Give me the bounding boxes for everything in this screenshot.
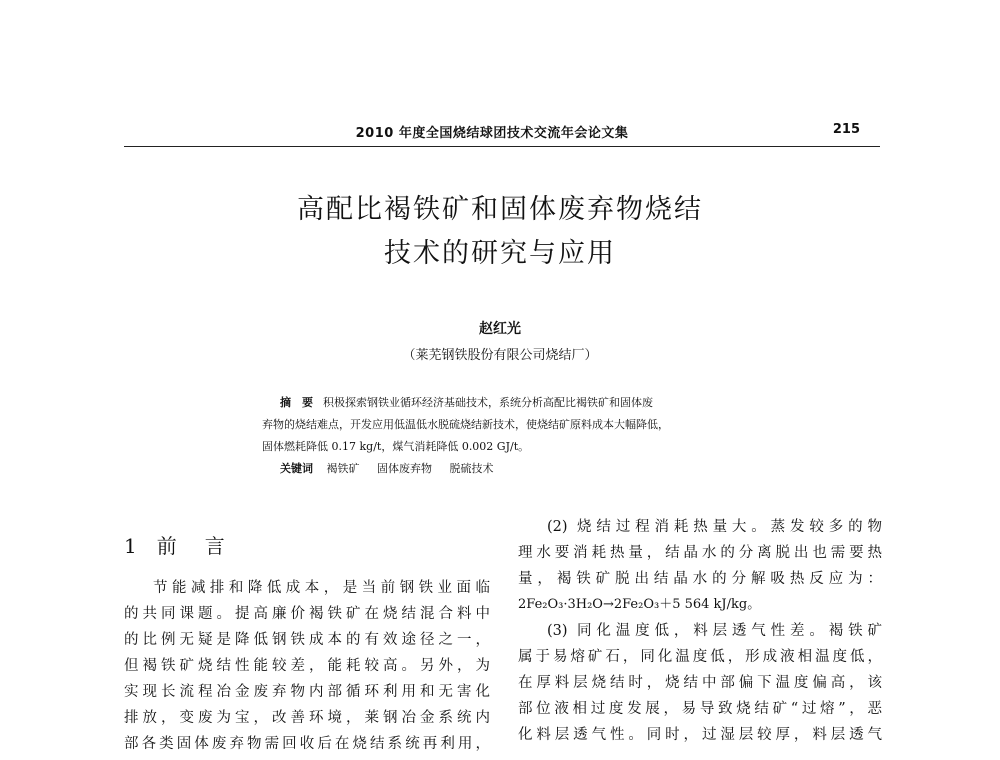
paragraph-line: 部各类固体废弃物需回收后在烧结系统再利用，: [124, 736, 490, 752]
right-column: [518, 514, 882, 748]
keywords-label: 关键词: [280, 462, 313, 475]
abstract-text-1: 积极探索钢铁业循环经济基础技术，系统分析高配比褐铁矿和固体废: [323, 396, 653, 409]
left-column: [124, 575, 490, 757]
section-title-char: 前: [156, 534, 179, 558]
paper-title: [0, 188, 1000, 276]
section-number: 1: [124, 534, 139, 558]
paragraph-line: 的比例无疑是降低钢铁成本的有效途径之一，: [124, 632, 490, 648]
paragraph-line: 实现长流程冶金废弃物内部循环利用和无害化: [124, 684, 490, 700]
equation-line: 2Fe₂O₃·3H₂O→2Fe₂O₃＋5 564 kJ/kg。: [518, 597, 761, 612]
paragraph-line: 的共同课题。提高廉价褐铁矿在烧结混合料中: [124, 606, 490, 622]
paragraph-line: (3) 同化温度低，料层透气性差。褐铁矿: [547, 623, 882, 639]
paragraph-line: 化料层透气性。同时，过湿层较厚，料层透气: [518, 727, 882, 743]
keyword: 脱硫技术: [449, 462, 494, 475]
paragraph-line: (2) 烧结过程消耗热量大。蒸发较多的物: [547, 519, 882, 535]
paragraph-line: 量，褐铁矿脱出结晶水的分解吸热反应为：: [518, 571, 882, 587]
abstract: [262, 392, 750, 458]
page-number: 215: [832, 122, 860, 137]
journal-title: 2010 年度全国烧结球团技术交流年会论文集: [355, 126, 629, 141]
title-line-2: 技术的研究与应用: [384, 238, 616, 269]
running-header: [124, 120, 860, 148]
paragraph-line: 在厚料层烧结时，烧结中部偏下温度偏高，该: [518, 675, 882, 691]
abstract-line-3: 固体燃耗降低 0.17 kg/t，煤气消耗降低 0.002 GJ/t。: [262, 440, 530, 453]
title-line-1: 高配比褐铁矿和固体废弃物烧结: [297, 194, 703, 225]
keyword: 固体废弃物: [377, 462, 432, 475]
paragraph-line: 排放，变废为宝，改善环境，莱钢冶金系统内: [124, 710, 490, 726]
paragraph-line: 理水要消耗热量，结晶水的分离脱出也需要热: [518, 545, 882, 561]
author-name: 赵红光: [479, 321, 521, 337]
paragraph-line: 部位液相过度发展，易导致烧结矿“过熔”，恶: [518, 701, 882, 717]
section-title-char: 言: [204, 534, 227, 558]
header-rule: [124, 146, 880, 147]
section-heading: [124, 530, 227, 559]
paragraph-line: 属于易熔矿石，同化温度低，形成液相温度低，: [518, 649, 882, 665]
keywords: [280, 460, 750, 476]
paragraph-line: 节能减排和降低成本，是当前钢铁业面临: [153, 580, 490, 596]
keyword: 褐铁矿: [326, 462, 360, 475]
abstract-line-1: [262, 392, 750, 414]
abstract-label: 摘 要: [280, 396, 313, 409]
abstract-line-2: 弃物的烧结难点，开发应用低温低水脱硫烧结新技术，使烧结矿原料成本大幅降低，: [262, 418, 669, 431]
paragraph-line: 但褐铁矿烧结性能较差，能耗较高。另外，为: [124, 658, 490, 674]
affiliation: （莱芜钢铁股份有限公司烧结厂）: [402, 348, 598, 363]
